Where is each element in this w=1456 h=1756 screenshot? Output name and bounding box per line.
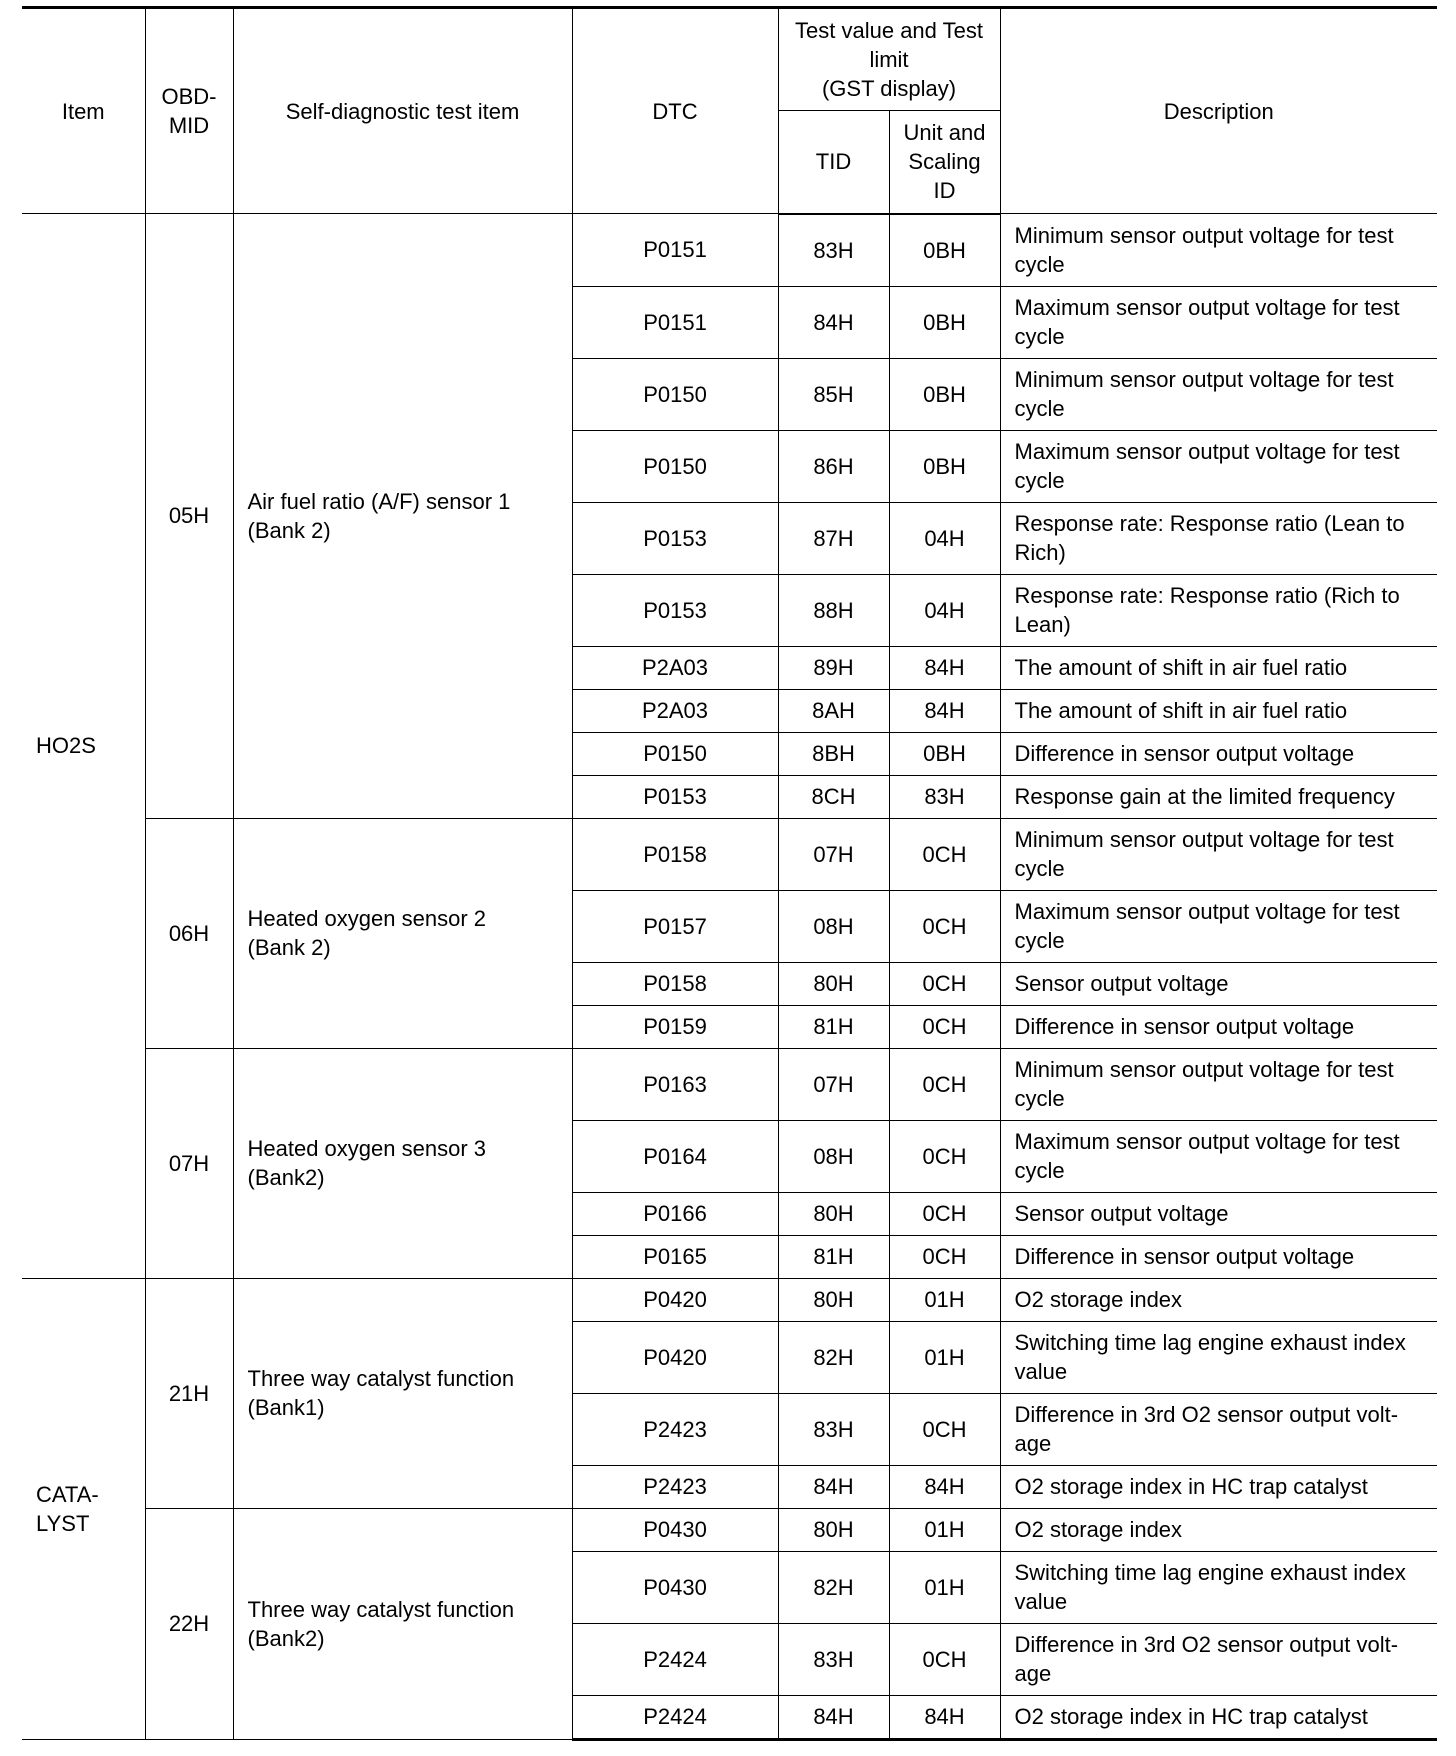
cell-dtc: P0165 bbox=[572, 1235, 778, 1278]
cell-description: Response rate: Response ratio (Rich to Lean) bbox=[1000, 574, 1437, 646]
cell-dtc: P0163 bbox=[572, 1048, 778, 1120]
cell-description: Switching time lag engine exhaust index value bbox=[1000, 1321, 1437, 1393]
cell-description: Difference in 3rd O2 sensor output volt- age bbox=[1000, 1393, 1437, 1465]
cell-unit-scaling: 0CH bbox=[889, 1005, 1000, 1048]
cell-unit-scaling: 01H bbox=[889, 1551, 1000, 1623]
cell-tid: 82H bbox=[778, 1551, 889, 1623]
cell-dtc: P0153 bbox=[572, 502, 778, 574]
header-tid: TID bbox=[778, 111, 889, 214]
cell-dtc: P0150 bbox=[572, 732, 778, 775]
cell-tid: 83H bbox=[778, 1623, 889, 1695]
cell-tid: 07H bbox=[778, 818, 889, 890]
header-dtc: DTC bbox=[572, 8, 778, 214]
cell-tid: 8BH bbox=[778, 732, 889, 775]
cell-obd-mid: 07H bbox=[145, 1048, 233, 1278]
cell-description: Response gain at the limited frequency bbox=[1000, 775, 1437, 818]
cell-unit-scaling: 83H bbox=[889, 775, 1000, 818]
cell-description: Difference in sensor output voltage bbox=[1000, 732, 1437, 775]
cell-test-item: Heated oxygen sensor 3 (Bank2) bbox=[233, 1048, 572, 1278]
cell-description: Difference in sensor output voltage bbox=[1000, 1005, 1437, 1048]
cell-description: Sensor output voltage bbox=[1000, 962, 1437, 1005]
header-test-value: Test value and Test limit (GST display) bbox=[778, 8, 1000, 111]
cell-unit-scaling: 0CH bbox=[889, 1623, 1000, 1695]
cell-unit-scaling: 0BH bbox=[889, 214, 1000, 287]
cell-dtc: P0166 bbox=[572, 1192, 778, 1235]
cell-description: O2 storage index bbox=[1000, 1508, 1437, 1551]
cell-tid: 8AH bbox=[778, 689, 889, 732]
header-test-item: Self-diagnostic test item bbox=[233, 8, 572, 214]
cell-test-item: Three way catalyst function (Bank2) bbox=[233, 1508, 572, 1739]
cell-unit-scaling: 0CH bbox=[889, 890, 1000, 962]
cell-tid: 81H bbox=[778, 1005, 889, 1048]
cell-dtc: P0420 bbox=[572, 1321, 778, 1393]
cell-test-item: Air fuel ratio (A/F) sensor 1 (Bank 2) bbox=[233, 214, 572, 819]
cell-dtc: P0153 bbox=[572, 775, 778, 818]
cell-description: Difference in sensor output voltage bbox=[1000, 1235, 1437, 1278]
cell-description: O2 storage index in HC trap catalyst bbox=[1000, 1695, 1437, 1739]
cell-tid: 80H bbox=[778, 1508, 889, 1551]
cell-unit-scaling: 04H bbox=[889, 574, 1000, 646]
cell-description: Minimum sensor output voltage for test cycle bbox=[1000, 358, 1437, 430]
cell-dtc: P2A03 bbox=[572, 689, 778, 732]
cell-unit-scaling: 0CH bbox=[889, 1393, 1000, 1465]
cell-unit-scaling: 84H bbox=[889, 1695, 1000, 1739]
cell-description: The amount of shift in air fuel ratio bbox=[1000, 689, 1437, 732]
cell-tid: 81H bbox=[778, 1235, 889, 1278]
cell-item: CATA- LYST bbox=[22, 1278, 145, 1739]
cell-dtc: P0150 bbox=[572, 358, 778, 430]
cell-unit-scaling: 0CH bbox=[889, 818, 1000, 890]
cell-unit-scaling: 0CH bbox=[889, 1235, 1000, 1278]
table-row bbox=[22, 1048, 1437, 1120]
table-header bbox=[22, 8, 1437, 214]
cell-tid: 80H bbox=[778, 962, 889, 1005]
cell-description: O2 storage index in HC trap catalyst bbox=[1000, 1465, 1437, 1508]
cell-tid: 08H bbox=[778, 1120, 889, 1192]
cell-test-item: Heated oxygen sensor 2 (Bank 2) bbox=[233, 818, 572, 1048]
cell-dtc: P0159 bbox=[572, 1005, 778, 1048]
cell-unit-scaling: 0CH bbox=[889, 1192, 1000, 1235]
cell-dtc: P0420 bbox=[572, 1278, 778, 1321]
cell-tid: 87H bbox=[778, 502, 889, 574]
cell-unit-scaling: 84H bbox=[889, 689, 1000, 732]
cell-dtc: P0430 bbox=[572, 1551, 778, 1623]
cell-description: Maximum sensor output voltage for test cycle bbox=[1000, 890, 1437, 962]
cell-unit-scaling: 01H bbox=[889, 1278, 1000, 1321]
header-item: Item bbox=[22, 8, 145, 214]
table-body bbox=[22, 214, 1437, 1740]
cell-description: Minimum sensor output voltage for test cycle bbox=[1000, 818, 1437, 890]
cell-dtc: P2423 bbox=[572, 1393, 778, 1465]
cell-tid: 88H bbox=[778, 574, 889, 646]
cell-item: HO2S bbox=[22, 214, 145, 1279]
cell-tid: 83H bbox=[778, 214, 889, 287]
cell-tid: 84H bbox=[778, 286, 889, 358]
table-row bbox=[22, 1508, 1437, 1551]
cell-description: Switching time lag engine exhaust index value bbox=[1000, 1551, 1437, 1623]
cell-unit-scaling: 0BH bbox=[889, 430, 1000, 502]
cell-obd-mid: 06H bbox=[145, 818, 233, 1048]
header-description: Description bbox=[1000, 8, 1437, 214]
cell-tid: 84H bbox=[778, 1695, 889, 1739]
table-row bbox=[22, 1278, 1437, 1321]
cell-description: Difference in 3rd O2 sensor output volt- age bbox=[1000, 1623, 1437, 1695]
cell-dtc: P0150 bbox=[572, 430, 778, 502]
cell-tid: 84H bbox=[778, 1465, 889, 1508]
cell-unit-scaling: 84H bbox=[889, 1465, 1000, 1508]
cell-tid: 83H bbox=[778, 1393, 889, 1465]
cell-dtc: P0153 bbox=[572, 574, 778, 646]
cell-tid: 85H bbox=[778, 358, 889, 430]
cell-tid: 8CH bbox=[778, 775, 889, 818]
cell-description: The amount of shift in air fuel ratio bbox=[1000, 646, 1437, 689]
cell-description: Maximum sensor output voltage for test cycle bbox=[1000, 286, 1437, 358]
cell-dtc: P0158 bbox=[572, 962, 778, 1005]
cell-dtc: P2424 bbox=[572, 1623, 778, 1695]
table-row bbox=[22, 214, 1437, 287]
header-unit-scaling: Unit and Scaling ID bbox=[889, 111, 1000, 214]
cell-tid: 80H bbox=[778, 1278, 889, 1321]
cell-unit-scaling: 01H bbox=[889, 1508, 1000, 1551]
cell-unit-scaling: 0CH bbox=[889, 1120, 1000, 1192]
cell-dtc: P2A03 bbox=[572, 646, 778, 689]
cell-tid: 86H bbox=[778, 430, 889, 502]
cell-unit-scaling: 0BH bbox=[889, 358, 1000, 430]
cell-tid: 08H bbox=[778, 890, 889, 962]
cell-description: Sensor output voltage bbox=[1000, 1192, 1437, 1235]
cell-description: Minimum sensor output voltage for test cycle bbox=[1000, 1048, 1437, 1120]
cell-tid: 07H bbox=[778, 1048, 889, 1120]
obd-mid-table bbox=[22, 6, 1437, 1741]
cell-description: Response rate: Response ratio (Lean to Rich) bbox=[1000, 502, 1437, 574]
cell-obd-mid: 05H bbox=[145, 214, 233, 819]
cell-description: O2 storage index bbox=[1000, 1278, 1437, 1321]
cell-unit-scaling: 84H bbox=[889, 646, 1000, 689]
cell-unit-scaling: 0CH bbox=[889, 962, 1000, 1005]
table-row bbox=[22, 818, 1437, 890]
cell-dtc: P0157 bbox=[572, 890, 778, 962]
cell-unit-scaling: 0CH bbox=[889, 1048, 1000, 1120]
cell-dtc: P2423 bbox=[572, 1465, 778, 1508]
cell-description: Minimum sensor output voltage for test cycle bbox=[1000, 214, 1437, 287]
cell-description: Maximum sensor output voltage for test cycle bbox=[1000, 430, 1437, 502]
cell-dtc: P0164 bbox=[572, 1120, 778, 1192]
cell-tid: 89H bbox=[778, 646, 889, 689]
cell-tid: 80H bbox=[778, 1192, 889, 1235]
cell-dtc: P2424 bbox=[572, 1695, 778, 1739]
cell-unit-scaling: 0BH bbox=[889, 732, 1000, 775]
cell-dtc: P0430 bbox=[572, 1508, 778, 1551]
cell-dtc: P0151 bbox=[572, 286, 778, 358]
cell-dtc: P0151 bbox=[572, 214, 778, 287]
cell-unit-scaling: 01H bbox=[889, 1321, 1000, 1393]
cell-tid: 82H bbox=[778, 1321, 889, 1393]
cell-unit-scaling: 04H bbox=[889, 502, 1000, 574]
header-obd-mid: OBD- MID bbox=[145, 8, 233, 214]
cell-obd-mid: 22H bbox=[145, 1508, 233, 1739]
cell-description: Maximum sensor output voltage for test cycle bbox=[1000, 1120, 1437, 1192]
cell-test-item: Three way catalyst function (Bank1) bbox=[233, 1278, 572, 1508]
cell-dtc: P0158 bbox=[572, 818, 778, 890]
cell-unit-scaling: 0BH bbox=[889, 286, 1000, 358]
cell-obd-mid: 21H bbox=[145, 1278, 233, 1508]
